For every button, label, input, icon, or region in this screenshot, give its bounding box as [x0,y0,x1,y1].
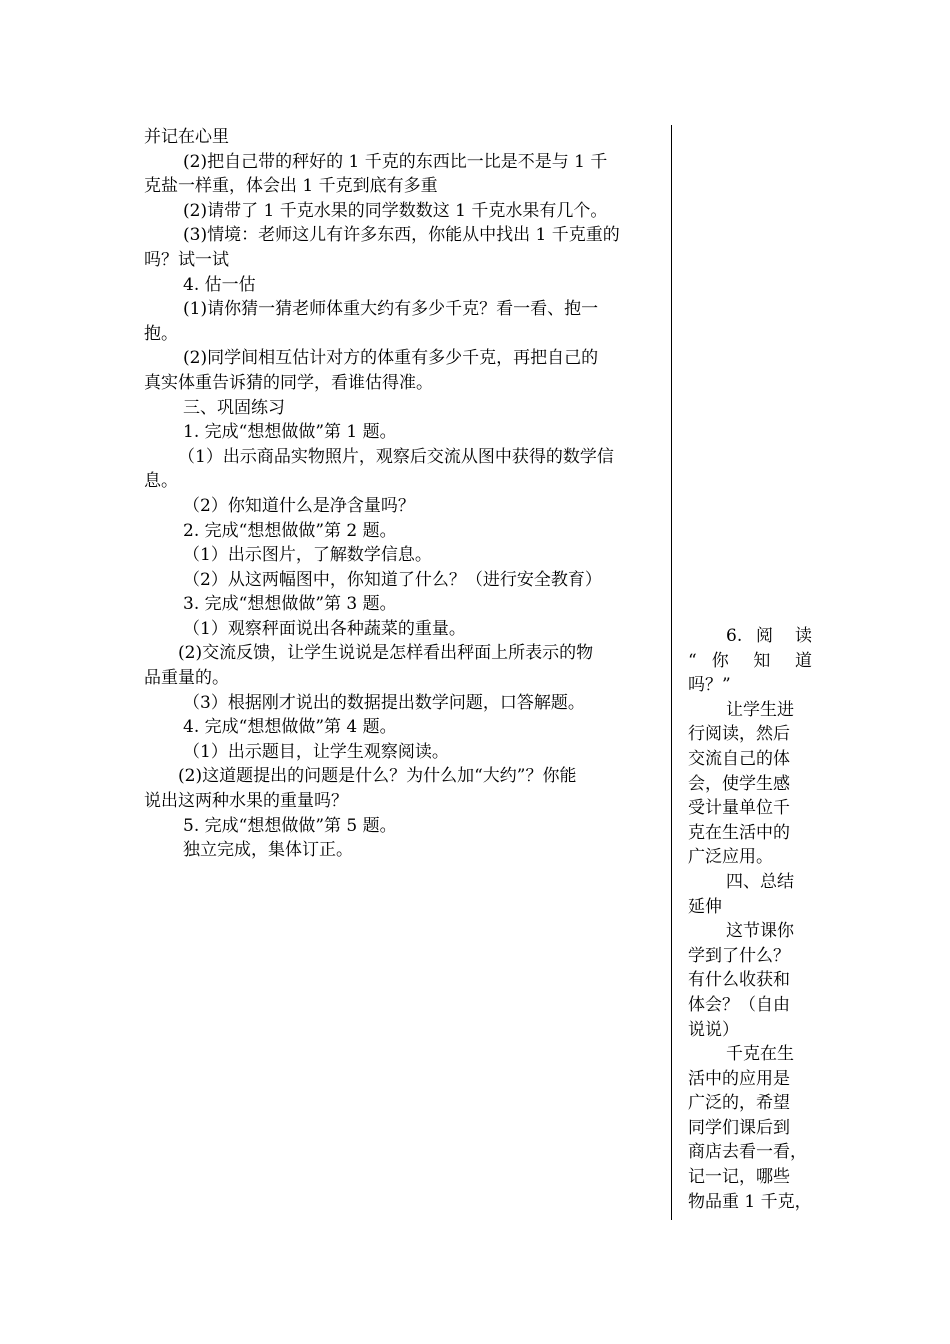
side-note-line: 克在生活中的 [688,822,790,843]
main-text-line: 品重量的。 [144,668,229,689]
main-text-line: (3)情境：老师这儿有许多东西，你能从中找出 1 千克重的 [183,225,620,246]
side-note-line: 行阅读，然后 [688,724,790,745]
column-divider [671,125,672,1220]
side-note-line: 记一记，哪些 [688,1167,790,1188]
side-note-line: “ 你 知 道 [688,650,812,671]
main-text-line: （1）出示商品实物照片，观察后交流从图中获得的数学信 [178,446,614,467]
main-text-line: (2)这道题提出的问题是什么？为什么加“大约”？你能 [178,766,577,787]
main-text-line: 4. 完成“想想做做”第 4 题。 [183,717,397,738]
main-text-line: 1. 完成“想想做做”第 1 题。 [183,422,397,443]
main-text-line: (1)请你猜一猜老师体重大约有多少千克？看一看、抱一 [183,299,599,320]
main-text-line: (2)交流反馈，让学生说说是怎样看出秤面上所表示的物 [178,643,594,664]
side-note-line: 学到了什么？ [688,945,790,966]
side-note-line: 商店去看一看， [688,1142,807,1163]
side-note-line: 活中的应用是 [688,1068,790,1089]
main-text-line: （2）你知道什么是净含量吗？ [183,495,415,516]
main-text-line: 息。 [144,471,178,492]
side-note-line: 广泛的，希望 [688,1093,790,1114]
main-text-line: 抱。 [144,323,178,344]
main-text-line: 4. 估一估 [183,274,256,295]
side-note-line: 物品重 1 千克， [688,1191,812,1212]
main-content-column [144,125,660,863]
main-text-line: 2. 完成“想想做做”第 2 题。 [183,520,397,541]
side-note-line: 受计量单位千 [688,798,790,819]
side-note-line: 6. 阅 读 [726,626,812,646]
side-note-line: 四、总结 [726,871,794,892]
main-text-line: 5. 完成“想想做做”第 5 题。 [183,815,397,836]
main-text-line: （1）出示图片，了解数学信息。 [183,545,432,566]
main-text-line: （3）根据刚才说出的数据提出数学问题，口答解题。 [183,692,585,713]
main-text-line: 独立完成，集体订正。 [183,840,353,861]
side-note-line: 让学生进 [726,699,794,720]
main-text-line: 克盐一样重，体会出 1 千克到底有多重 [144,176,438,197]
main-text-line: （2）从这两幅图中，你知道了什么？（进行安全教育） [183,569,602,590]
side-note-line: 有什么收获和 [688,970,790,991]
main-text-line: (2)把自己带的秤好的 1 千克的东西比一比是不是与 1 千 [183,151,608,172]
main-text-line: 并记在心里 [144,127,229,147]
side-note-line: 说说） [688,1019,739,1040]
side-note-line: 体会？（自由 [688,994,790,1015]
main-text-line: 说出这两种水果的重量吗？ [144,791,348,812]
side-note-line: 这节课你 [726,921,794,942]
side-note-line: 同学们课后到 [688,1117,790,1138]
side-note-line: 交流自己的体 [688,748,790,769]
main-text-line: 吗？试一试 [144,249,229,270]
main-text-line: 3. 完成“想想做做”第 3 题。 [183,594,397,615]
main-text-line: 真实体重告诉猜的同学，看谁估得准。 [144,372,433,393]
main-text-line: (2)请带了 1 千克水果的同学数数这 1 千克水果有几个。 [183,200,608,221]
side-notes-column [688,624,812,1214]
side-note-line: 会，使学生感 [688,773,790,794]
main-text-line: 三、巩固练习 [183,397,285,418]
side-note-line: 千克在生 [726,1044,794,1065]
main-text-line: （1）观察秤面说出各种蔬菜的重量。 [183,618,466,639]
main-text-line: (2)同学间相互估计对方的体重有多少千克，再把自己的 [183,348,599,369]
side-note-line: 延伸 [688,896,722,917]
side-note-line: 广泛应用。 [688,847,773,868]
main-text-line: （1）出示题目，让学生观察阅读。 [183,741,449,762]
side-note-line: 吗？” [688,675,731,696]
